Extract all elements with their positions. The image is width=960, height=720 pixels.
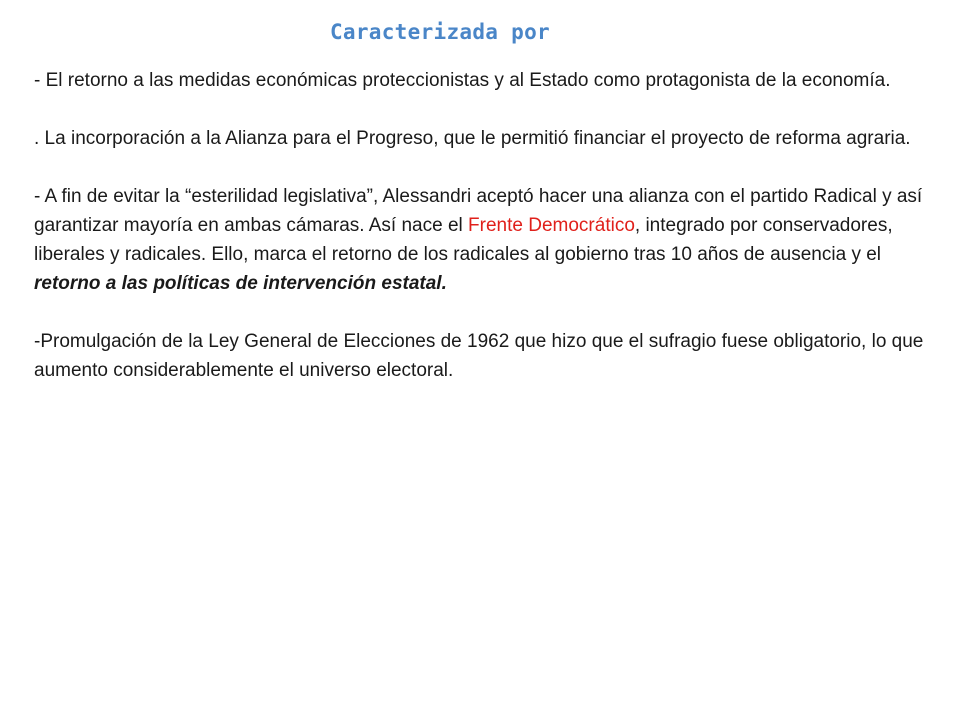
paragraph-text-middle: , integrado por conservadores, liberales y radicales. Ello, marca el retorno de los radicales al gobierno tras 10 años de ausencia y el bbox=[34, 215, 893, 265]
frente-democratico-highlight: Frente Democrático bbox=[468, 215, 635, 236]
slide-body bbox=[34, 66, 929, 414]
paragraph-text-start: - A fin de evitar la “esterilidad legislativa”, Alessandri aceptó hacer una alianza con el partido Radical y así garantizar mayoría en ambas cámaras. Así nace el bbox=[34, 186, 923, 236]
paragraph-ley-elecciones: -Promulgación de la Ley General de Elecciones de 1962 que hizo que el sufragio fuese obligatorio, lo que aumento considerablemente el universo electoral. bbox=[34, 331, 924, 381]
emphasis-intervencion-estatal: retorno a las políticas de intervención estatal. bbox=[34, 273, 447, 294]
paragraph-frente-democratico bbox=[34, 182, 929, 298]
slide-title: Caracterizada por bbox=[329, 20, 551, 44]
paragraph-proteccionismo: - El retorno a las medidas económicas proteccionistas y al Estado como protagonista de la economía. bbox=[34, 70, 891, 91]
paragraph-alianza-progreso: . La incorporación a la Alianza para el Progreso, que le permitió financiar el proyecto de reforma agraria. bbox=[34, 128, 911, 149]
